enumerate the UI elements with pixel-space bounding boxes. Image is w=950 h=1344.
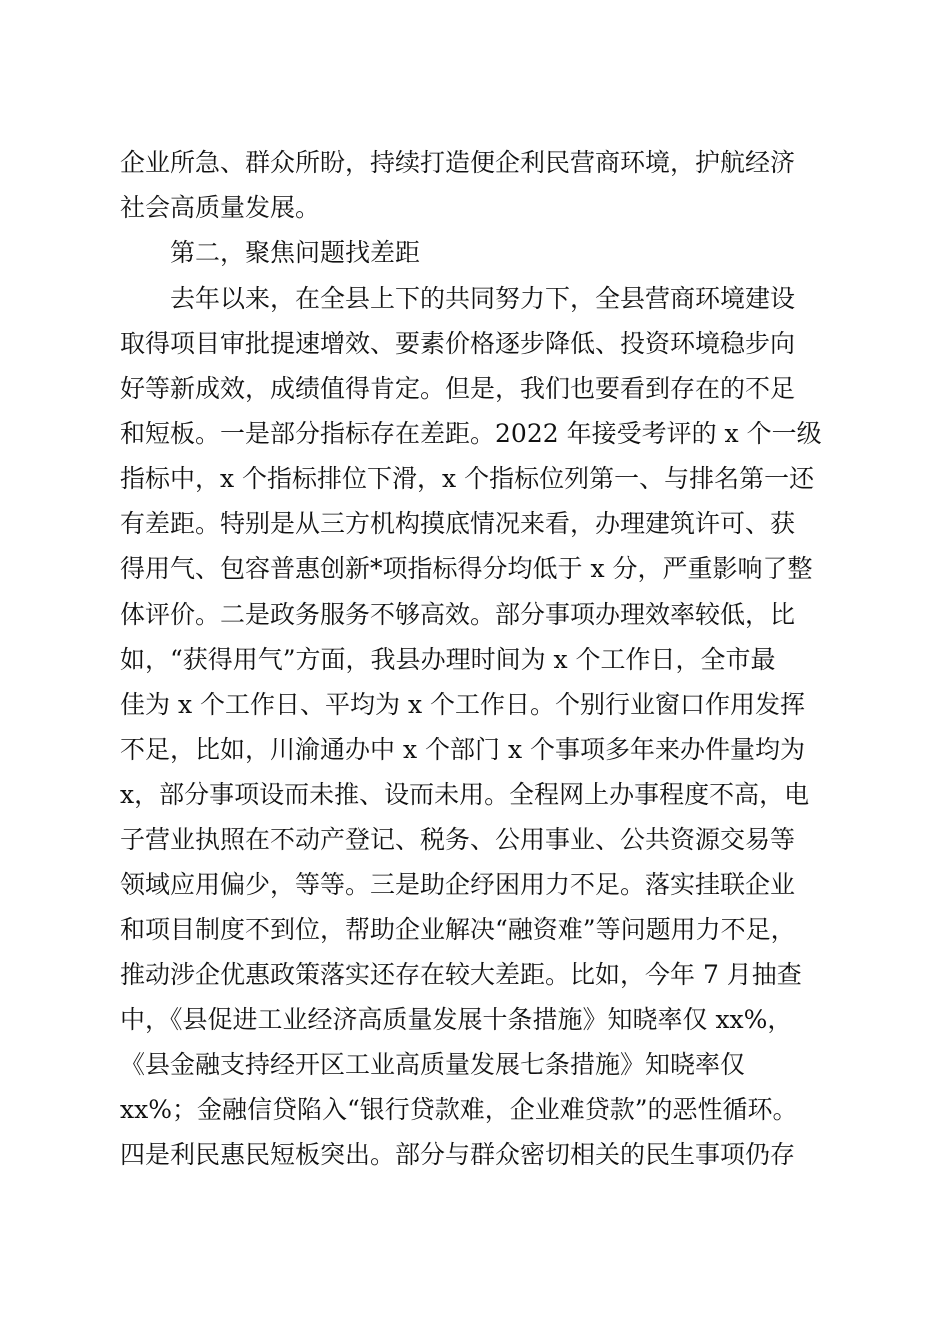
text-line: 去年以来，在全县上下的共同努力下，全县营商环境建设 (170, 284, 796, 313)
text-line: 有差距。特别是从三方机构摸底情况来看，办理建筑许可、获 (120, 509, 796, 538)
text-line: 取得项目审批提速增效、要素价格逐步降低、投资环境稳步向 (120, 329, 796, 358)
text-line: 社会高质量发展。 (120, 193, 321, 222)
text-line: 佳为 x 个工作日、平均为 x 个工作日。个别行业窗口作用发挥 (120, 690, 805, 719)
text-line: 领域应用偏少，等等。三是助企纾困用力不足。落实挂联企业 (120, 870, 796, 899)
text-line: 好等新成效，成绩值得肯定。但是，我们也要看到存在的不足 (120, 374, 796, 403)
text-line: 子营业执照在不动产登记、税务、公用事业、公共资源交易等 (120, 825, 796, 854)
text-line: 不足，比如，川渝通办中 x 个部门 x 个事项多年来办件量均为 (120, 735, 805, 764)
text-line: x，部分事项设而未推、设而未用。全程网上办事程度不高，电 (120, 780, 810, 809)
section-heading: 第二，聚焦问题找差距 (170, 238, 421, 267)
text-line: 如，“获得用气”方面，我县办理时间为 x 个工作日，全市最 (120, 645, 776, 674)
text-line: 体评价。二是政务服务不够高效。部分事项办理效率较低，比 (120, 600, 796, 629)
text-line: 推动涉企优惠政策落实还存在较大差距。比如，今年 7 月抽查 (120, 960, 802, 989)
text-line: 《县金融支持经开区工业高质量发展七条措施》知晓率仅 (120, 1050, 746, 1079)
text-line: 指标中，x 个指标排位下滑，x 个指标位列第一、与排名第一还 (120, 464, 815, 493)
text-line: xx%；金融信贷陷入“银行贷款难，企业难贷款”的恶性循环。 (120, 1095, 798, 1124)
text-line: 得用气、包容普惠创新*项指标得分均低于 x 分，严重影响了整 (120, 554, 813, 583)
text-line: 和短板。一是部分指标存在差距。2022 年接受考评的 x 个一级 (120, 419, 822, 448)
text-line: 和项目制度不到位，帮助企业解决“融资难”等问题用力不足， (120, 915, 796, 944)
text-line: 四是利民惠民短板突出。部分与群众密切相关的民生事项仍存 (120, 1140, 796, 1169)
text-line: 中，《县促进工业经济高质量发展十条措施》知晓率仅 xx%， (120, 1005, 793, 1034)
text-line: 企业所急、群众所盼，持续打造便企利民营商环境，护航经济 (120, 148, 796, 177)
